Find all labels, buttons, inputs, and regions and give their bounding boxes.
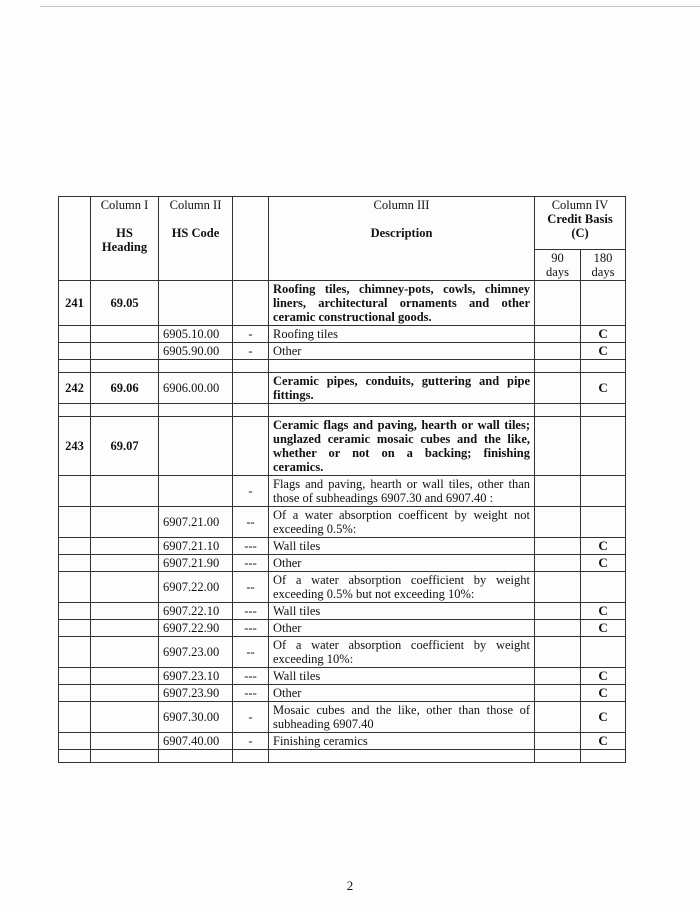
spacer-cell — [233, 404, 269, 417]
hs-code: 6905.10.00 — [159, 326, 233, 343]
description: Of a water absorption coefficent by weight not exceeding 0.5%: — [269, 507, 535, 538]
description: Other — [269, 685, 535, 702]
dash-level: -- — [233, 637, 269, 668]
credit-90 — [535, 326, 581, 343]
hs-heading — [91, 733, 159, 750]
credit-180: C — [581, 555, 626, 572]
credit-180 — [581, 507, 626, 538]
col3-subtitle: Description — [370, 226, 433, 240]
hs-heading — [91, 702, 159, 733]
serial-number — [59, 555, 91, 572]
serial-number — [59, 572, 91, 603]
col4-180-days: 180 days — [581, 250, 626, 281]
credit-180 — [581, 281, 626, 326]
serial-number — [59, 620, 91, 637]
description: Finishing ceramics — [269, 733, 535, 750]
hs-heading — [91, 668, 159, 685]
credit-180: C — [581, 733, 626, 750]
spacer-cell — [59, 750, 91, 763]
description: Wall tiles — [269, 668, 535, 685]
serial-number — [59, 343, 91, 360]
serial-number — [59, 538, 91, 555]
spacer-cell — [91, 750, 159, 763]
serial-number — [59, 326, 91, 343]
credit-90 — [535, 538, 581, 555]
section-row — [59, 373, 626, 404]
col4-subtitle: Credit Basis (C) — [547, 212, 613, 240]
spacer-cell — [159, 404, 233, 417]
spacer-cell — [59, 360, 91, 373]
spacer-cell — [269, 404, 535, 417]
table-row — [59, 637, 626, 668]
credit-90 — [535, 476, 581, 507]
header-dash-cell — [233, 197, 269, 281]
serial-number: 242 — [59, 373, 91, 404]
header-row — [59, 197, 626, 250]
description: Roofing tiles — [269, 326, 535, 343]
hs-heading — [91, 603, 159, 620]
spacer-cell — [535, 360, 581, 373]
spacer-cell — [581, 750, 626, 763]
serial-number: 241 — [59, 281, 91, 326]
credit-180: C — [581, 620, 626, 637]
hs-heading — [91, 637, 159, 668]
hs-code: 6907.23.90 — [159, 685, 233, 702]
credit-90 — [535, 417, 581, 476]
hs-heading — [91, 685, 159, 702]
spacer-cell — [269, 360, 535, 373]
table-row — [59, 603, 626, 620]
description: Ceramic pipes, conduits, guttering and pipe fittings. — [269, 373, 535, 404]
hs-code: 6907.21.90 — [159, 555, 233, 572]
credit-180: C — [581, 603, 626, 620]
serial-number — [59, 476, 91, 507]
credit-180: C — [581, 668, 626, 685]
spacer-cell — [159, 360, 233, 373]
table-row — [59, 476, 626, 507]
credit-180: C — [581, 326, 626, 343]
credit-180 — [581, 637, 626, 668]
hs-code: 6907.22.00 — [159, 572, 233, 603]
credit-90 — [535, 637, 581, 668]
spacer-row — [59, 360, 626, 373]
col2-title: Column II — [169, 198, 222, 212]
table-row — [59, 668, 626, 685]
spacer-cell — [535, 750, 581, 763]
table-row — [59, 326, 626, 343]
dash-level: - — [233, 702, 269, 733]
header-col2 — [159, 197, 233, 281]
credit-180: C — [581, 685, 626, 702]
serial-number — [59, 603, 91, 620]
dash-level: - — [233, 733, 269, 750]
serial-number — [59, 733, 91, 750]
credit-180: C — [581, 343, 626, 360]
dash-level: - — [233, 343, 269, 360]
dash-level: - — [233, 326, 269, 343]
dash-level: -- — [233, 572, 269, 603]
table-row — [59, 572, 626, 603]
spacer-cell — [581, 360, 626, 373]
col3-title: Column III — [373, 198, 430, 212]
hs-code: 6907.21.10 — [159, 538, 233, 555]
serial-number — [59, 685, 91, 702]
header-serial-cell — [59, 197, 91, 281]
description: Wall tiles — [269, 603, 535, 620]
page-top-rule — [40, 6, 700, 7]
credit-90 — [535, 620, 581, 637]
tariff-table — [58, 196, 626, 763]
credit-90 — [535, 685, 581, 702]
dash-level: --- — [233, 538, 269, 555]
spacer-cell — [59, 404, 91, 417]
credit-90 — [535, 733, 581, 750]
serial-number — [59, 507, 91, 538]
page-number: 2 — [346, 878, 354, 893]
credit-180: C — [581, 702, 626, 733]
hs-heading — [91, 476, 159, 507]
dash-level: --- — [233, 555, 269, 572]
spacer-cell — [159, 750, 233, 763]
table-row — [59, 343, 626, 360]
hs-code: 6907.22.10 — [159, 603, 233, 620]
hs-heading — [91, 555, 159, 572]
dash-level: --- — [233, 620, 269, 637]
description: Of a water absorption coefficient by weight exceeding 0.5% but not exceeding 10%: — [269, 572, 535, 603]
spacer-row — [59, 750, 626, 763]
credit-180 — [581, 476, 626, 507]
spacer-row — [59, 404, 626, 417]
header-col3 — [269, 197, 535, 281]
hs-code: 6907.22.90 — [159, 620, 233, 637]
credit-90 — [535, 668, 581, 685]
col1-title: Column I — [100, 198, 149, 212]
dash-level: - — [233, 476, 269, 507]
spacer-cell — [581, 404, 626, 417]
table-row — [59, 507, 626, 538]
credit-180 — [581, 572, 626, 603]
credit-90 — [535, 603, 581, 620]
hs-heading — [91, 620, 159, 637]
col4-title: Column IV — [551, 198, 609, 212]
hs-heading: 69.05 — [91, 281, 159, 326]
credit-90 — [535, 555, 581, 572]
hs-code — [159, 417, 233, 476]
hs-heading — [91, 343, 159, 360]
serial-number — [59, 702, 91, 733]
dash-level: --- — [233, 603, 269, 620]
dash-level: -- — [233, 507, 269, 538]
hs-heading — [91, 538, 159, 555]
hs-code: 6905.90.00 — [159, 343, 233, 360]
spacer-cell — [91, 404, 159, 417]
hs-code: 6907.23.10 — [159, 668, 233, 685]
col2-subtitle: HS Code — [171, 226, 220, 240]
dash-level: --- — [233, 685, 269, 702]
credit-90 — [535, 702, 581, 733]
dash-level — [233, 281, 269, 326]
hs-heading — [91, 572, 159, 603]
hs-code: 6906.00.00 — [159, 373, 233, 404]
col1-subtitle: HS Heading — [101, 226, 148, 254]
table-row — [59, 702, 626, 733]
hs-code: 6907.23.00 — [159, 637, 233, 668]
spacer-cell — [535, 404, 581, 417]
section-row — [59, 281, 626, 326]
dash-level — [233, 417, 269, 476]
serial-number — [59, 637, 91, 668]
description: Roofing tiles, chimney-pots, cowls, chimney liners, architectural ornaments and other ceramic constructional goods. — [269, 281, 535, 326]
section-row — [59, 417, 626, 476]
credit-180 — [581, 417, 626, 476]
dash-level — [233, 373, 269, 404]
spacer-cell — [233, 360, 269, 373]
hs-code: 6907.21.00 — [159, 507, 233, 538]
table-row — [59, 620, 626, 637]
table-row — [59, 685, 626, 702]
credit-180: C — [581, 373, 626, 404]
spacer-cell — [91, 360, 159, 373]
hs-heading: 69.07 — [91, 417, 159, 476]
description: Other — [269, 343, 535, 360]
hs-code: 6907.30.00 — [159, 702, 233, 733]
spacer-cell — [269, 750, 535, 763]
description: Mosaic cubes and the like, other than those of subheading 6907.40 — [269, 702, 535, 733]
description: Wall tiles — [269, 538, 535, 555]
dash-level: --- — [233, 668, 269, 685]
spacer-cell — [233, 750, 269, 763]
header-col4 — [535, 197, 626, 250]
hs-heading — [91, 507, 159, 538]
hs-heading — [91, 326, 159, 343]
hs-heading: 69.06 — [91, 373, 159, 404]
serial-number: 243 — [59, 417, 91, 476]
credit-90 — [535, 281, 581, 326]
table-row — [59, 538, 626, 555]
credit-90 — [535, 572, 581, 603]
description: Other — [269, 620, 535, 637]
table-row — [59, 555, 626, 572]
hs-code — [159, 281, 233, 326]
table-row — [59, 733, 626, 750]
description: Of a water absorption coefficient by weight exceeding 10%: — [269, 637, 535, 668]
hs-code — [159, 476, 233, 507]
credit-90 — [535, 343, 581, 360]
credit-180: C — [581, 538, 626, 555]
hs-code: 6907.40.00 — [159, 733, 233, 750]
description: Flags and paving, hearth or wall tiles, other than those of subheadings 6907.30 and 6907.40 : — [269, 476, 535, 507]
serial-number — [59, 668, 91, 685]
description: Other — [269, 555, 535, 572]
credit-90 — [535, 507, 581, 538]
col4-90-days: 90 days — [535, 250, 581, 281]
description: Ceramic flags and paving, hearth or wall tiles; unglazed ceramic mosaic cubes and the like, whether or not on a backing; finishing ceramics. — [269, 417, 535, 476]
credit-90 — [535, 373, 581, 404]
header-col1 — [91, 197, 159, 281]
